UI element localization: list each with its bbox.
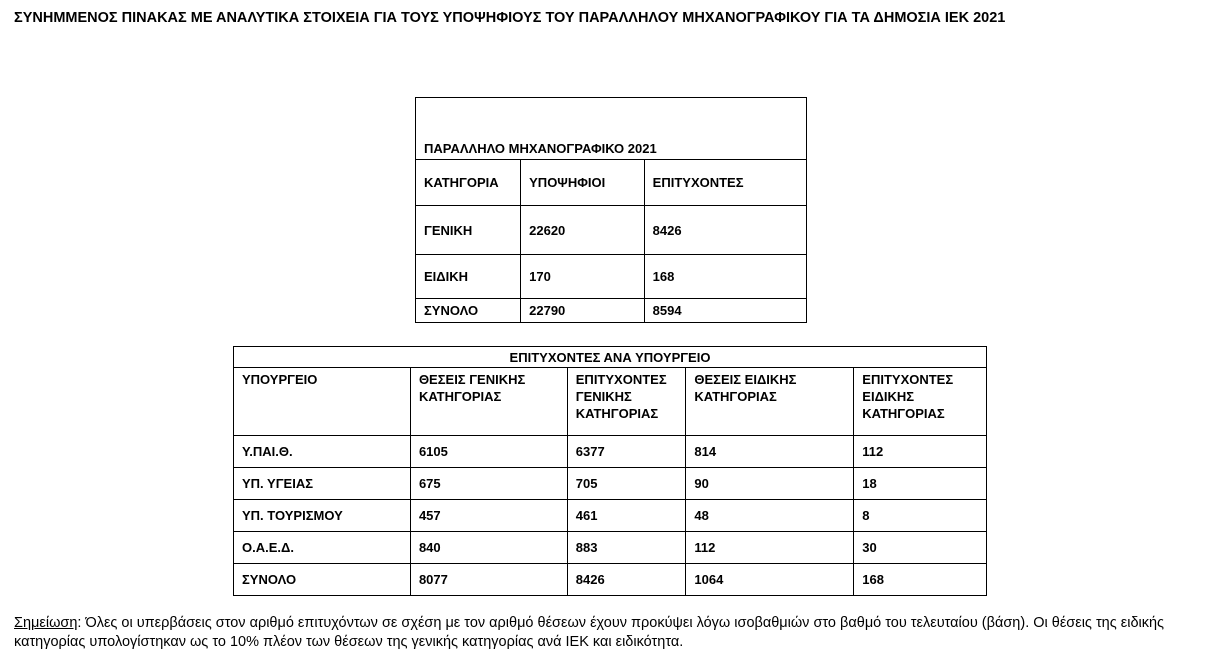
table-cell: ΥΠ. ΥΓΕΙΑΣ <box>234 468 411 500</box>
table-cell: ΓΕΝΙΚΗ <box>416 206 521 255</box>
table-cell: 168 <box>854 564 987 596</box>
column-header: ΕΠΙΤΥΧΟΝΤΕΣ ΓΕΝΙΚΗΣ ΚΑΤΗΓΟΡΙΑΣ <box>567 368 686 436</box>
table-cell: ΣΥΝΟΛΟ <box>234 564 411 596</box>
table-row <box>234 436 987 468</box>
table-row <box>234 468 987 500</box>
table-cell: 457 <box>410 500 567 532</box>
table-cell: 8426 <box>567 564 686 596</box>
column-header: ΥΠΟΨΗΦΙΟΙ <box>521 160 645 206</box>
table-cell: ΣΥΝΟΛΟ <box>416 299 521 323</box>
column-header: ΕΠΙΤΥΧΟΝΤΕΣ <box>644 160 806 206</box>
column-header: ΕΠΙΤΥΧΟΝΤΕΣ ΕΙΔΙΚΗΣ ΚΑΤΗΓΟΡΙΑΣ <box>854 368 987 436</box>
table-cell: 8426 <box>644 206 806 255</box>
table-cell: 168 <box>644 255 806 299</box>
table-row <box>234 532 987 564</box>
table-cell: 90 <box>686 468 854 500</box>
footnote-text: : Όλες οι υπερβάσεις στον αριθμό επιτυχόντων σε σχέση με τον αριθμό θέσεων έχουν προκύψει λόγω ισοβαθμιών στο βαθμό του τελευταίου (βάση). Οι θέσεις της ειδικής κατηγορίας υπολογίστηκαν ως το 10% πλέον των θέσεων της γενικής κατηγορίας ανά ΙΕΚ και ειδικότητα. <box>14 615 1165 650</box>
table-caption: ΕΠΙΤΥΧΟΝΤΕΣ ΑΝΑ ΥΠΟΥΡΓΕΙΟ <box>234 347 987 368</box>
table-row <box>416 206 807 255</box>
ministry-breakdown-table <box>233 346 987 596</box>
table-cell: 840 <box>410 532 567 564</box>
table-cell: 48 <box>686 500 854 532</box>
table-cell: 8 <box>854 500 987 532</box>
column-header: ΥΠΟΥΡΓΕΙΟ <box>234 368 411 436</box>
column-header: ΘΕΣΕΙΣ ΕΙΔΙΚΗΣ ΚΑΤΗΓΟΡΙΑΣ <box>686 368 854 436</box>
table-cell: ΕΙΔΙΚΗ <box>416 255 521 299</box>
table-cell: 1064 <box>686 564 854 596</box>
table-cell: 112 <box>854 436 987 468</box>
table-row <box>234 564 987 596</box>
table-cell: 8077 <box>410 564 567 596</box>
page-title: ΣΥΝΗΜΜΕΝΟΣ ΠΙΝΑΚΑΣ ΜΕ ΑΝΑΛΥΤΙΚΑ ΣΤΟΙΧΕΙΑ ΓΙΑ ΤΟΥΣ ΥΠΟΨΗΦΙΟΥΣ ΤΟΥ ΠΑΡΑΛΛΗΛΟΥ ΜΗΧΑΝΟΓΡΑΦΙΚΟΥ ΓΙΑ ΤΑ ΔΗΜΟΣΙΑ ΙΕΚ 2021 <box>14 10 1006 26</box>
table-cell: 22620 <box>521 206 645 255</box>
table-cell: 461 <box>567 500 686 532</box>
footnote <box>14 614 1204 652</box>
table-row <box>416 299 807 323</box>
candidates-summary-table <box>415 97 807 323</box>
table-cell: 705 <box>567 468 686 500</box>
table-cell: Ο.Α.Ε.Δ. <box>234 532 411 564</box>
table-cell: 30 <box>854 532 987 564</box>
footnote-label: Σημείωση <box>14 615 78 631</box>
table-cell: 112 <box>686 532 854 564</box>
table-cell: 6377 <box>567 436 686 468</box>
table-header-row <box>416 160 807 206</box>
table-cell: 8594 <box>644 299 806 323</box>
table-cell: 170 <box>521 255 645 299</box>
table-cell: 814 <box>686 436 854 468</box>
table-row <box>416 255 807 299</box>
table-cell: Υ.ΠΑΙ.Θ. <box>234 436 411 468</box>
table-caption: ΠΑΡΑΛΛΗΛΟ ΜΗΧΑΝΟΓΡΑΦΙΚΟ 2021 <box>416 98 807 160</box>
column-header: ΘΕΣΕΙΣ ΓΕΝΙΚΗΣ ΚΑΤΗΓΟΡΙΑΣ <box>410 368 567 436</box>
table-cell: 22790 <box>521 299 645 323</box>
table-cell: 675 <box>410 468 567 500</box>
column-header: ΚΑΤΗΓΟΡΙΑ <box>416 160 521 206</box>
table-cell: 18 <box>854 468 987 500</box>
table-cell: 6105 <box>410 436 567 468</box>
table-row <box>234 500 987 532</box>
table-header-row <box>234 368 987 436</box>
table-cell: 883 <box>567 532 686 564</box>
table-cell: ΥΠ. ΤΟΥΡΙΣΜΟΥ <box>234 500 411 532</box>
